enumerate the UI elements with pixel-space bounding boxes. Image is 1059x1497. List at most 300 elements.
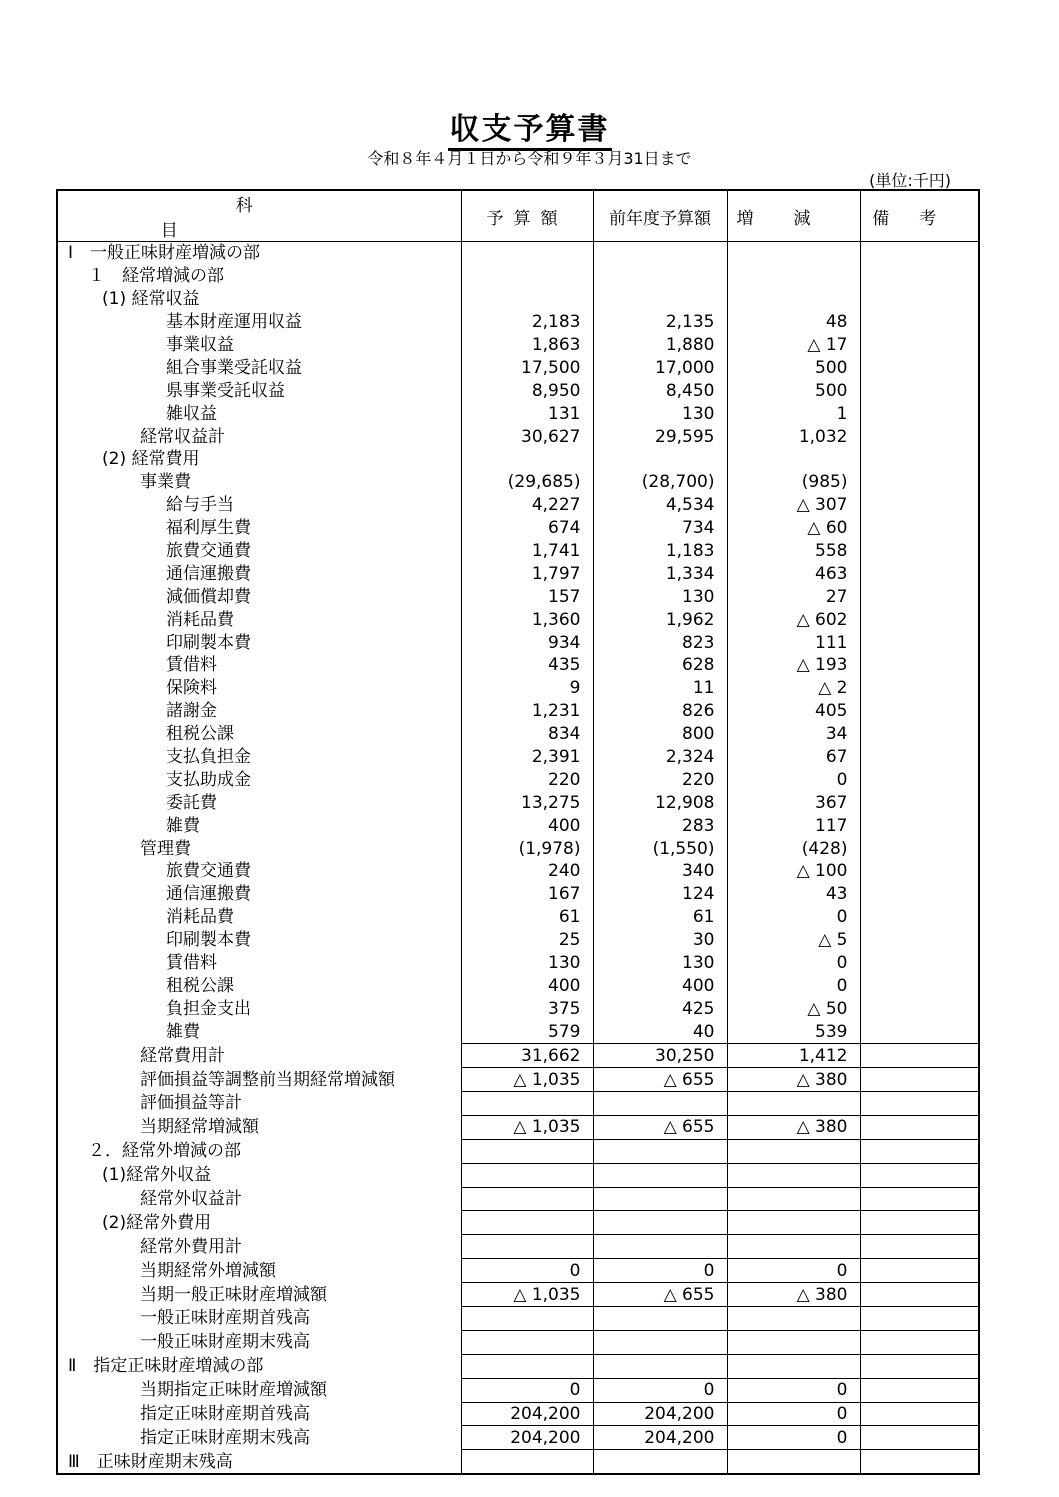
unit-label: (単位:千円) [869,171,951,190]
cell-prev-budget: 30,250 [593,1044,727,1068]
row-label: Ⅰ 一般正味財産増減の部 [68,243,261,264]
cell-change [727,242,860,265]
cell-change: 27 [727,585,860,608]
row-label: 組合事業受託収益 [166,357,302,378]
cell-change: 500 [727,356,860,379]
cell-budget [461,242,593,265]
cell-change: 0 [727,1378,860,1402]
cell-note [860,952,979,975]
table-row [57,1306,979,1330]
cell-change: 1,412 [727,1044,860,1068]
cell-budget: 61 [461,906,593,929]
document-title: 収支予算書 [0,104,1059,148]
row-label: 雑収益 [166,403,217,424]
cell-budget: △ 1,035 [461,1283,593,1307]
cell-prev-budget [593,1091,727,1115]
cell-change [727,1330,860,1354]
table-row [57,997,979,1020]
cell-prev-budget: 0 [593,1378,727,1402]
cell-prev-budget [593,1211,727,1235]
cell-prev-budget [593,1163,727,1187]
row-label: 賃借料 [166,655,217,676]
cell-prev-budget: 220 [593,768,727,791]
cell-budget: 31,662 [461,1044,593,1068]
row-label: 委託費 [166,792,217,813]
table-row [57,471,979,494]
cell-change: (428) [727,837,860,860]
cell-budget: (1,978) [461,837,593,860]
cell-prev-budget: 425 [593,997,727,1020]
cell-budget: 375 [461,997,593,1020]
cell-note [860,379,979,402]
fiscal-period: 令和８年４月１日から令和９年３月31日まで [367,149,692,168]
cell-budget: 579 [461,1020,593,1043]
row-label: 一般正味財産期末残高 [140,1332,310,1353]
row-label: 雑費 [166,815,200,836]
cell-change [727,1163,860,1187]
table-row [57,654,979,677]
row-label: (2) 経常費用 [102,449,200,470]
row-label: 事業収益 [166,335,234,355]
cell-prev-budget [593,1187,727,1211]
cell-prev-budget: △ 655 [593,1283,727,1307]
cell-budget [461,1354,593,1378]
cell-budget: 1,360 [461,608,593,631]
cell-prev-budget: 1,880 [593,334,727,357]
cell-note [860,1115,979,1139]
row-label: 消耗品費 [166,907,234,928]
cell-budget: 157 [461,585,593,608]
table-row [57,952,979,975]
cell-note [860,1211,979,1235]
cell-budget: 0 [461,1378,593,1402]
table-row [57,723,979,746]
cell-budget [461,1306,593,1330]
cell-change: 67 [727,746,860,769]
cell-change: △ 60 [727,517,860,540]
table-row [57,1211,979,1235]
cell-budget [461,265,593,288]
row-label: Ⅱ 指定正味財産増減の部 [68,1356,264,1377]
cell-budget: 435 [461,654,593,677]
table-row [57,379,979,402]
table-row [57,402,979,425]
cell-budget: 167 [461,883,593,906]
cell-note [860,517,979,540]
row-label: 旅費交通費 [166,861,251,882]
cell-budget: 30,627 [461,425,593,448]
cell-prev-budget: 30 [593,929,727,952]
cell-budget: △ 1,035 [461,1115,593,1139]
table-row [57,975,979,998]
cell-budget: 9 [461,677,593,700]
cell-note [860,1235,979,1259]
cell-note [860,311,979,334]
row-label: ２．経常外増減の部 [88,1141,241,1162]
cell-prev-budget [593,448,727,471]
table-row [57,700,979,723]
cell-note [860,425,979,448]
budget-table [56,189,980,1475]
cell-prev-budget: 17,000 [593,356,727,379]
cell-note [860,242,979,265]
cell-note [860,997,979,1020]
row-label: 諸謝金 [166,701,217,722]
cell-change: 500 [727,379,860,402]
cell-budget: 400 [461,814,593,837]
cell-budget: 1,741 [461,540,593,563]
cell-note [860,402,979,425]
table-row [57,1139,979,1163]
cell-note [860,1044,979,1068]
table-row [57,1020,979,1043]
cell-change: △ 17 [727,334,860,357]
table-row [57,1402,979,1426]
cell-budget: 2,391 [461,746,593,769]
header-row [57,190,979,242]
row-label: 評価損益等調整前当期経常増減額 [140,1069,395,1090]
row-label: 旅費交通費 [166,541,251,562]
cell-change [727,1354,860,1378]
cell-change [727,265,860,288]
cell-prev-budget: 2,135 [593,311,727,334]
cell-change [727,1306,860,1330]
row-label: 減価償却費 [166,586,251,607]
cell-change: 367 [727,791,860,814]
cell-budget [461,1330,593,1354]
table-row [57,608,979,631]
table-row [57,311,979,334]
table-row [57,1163,979,1187]
table-row [57,1259,979,1283]
cell-change: 463 [727,562,860,585]
cell-note [860,654,979,677]
cell-budget: 934 [461,631,593,654]
cell-change: 558 [727,540,860,563]
row-label: Ⅲ 正味財産期末残高 [68,1451,233,1472]
cell-prev-budget: 800 [593,723,727,746]
cell-budget: 17,500 [461,356,593,379]
table-row [57,929,979,952]
table-row [57,1283,979,1307]
table-row [57,540,979,563]
cell-prev-budget: 823 [593,631,727,654]
row-label: 経常費用計 [140,1045,225,1066]
cell-note [860,791,979,814]
cell-budget: 204,200 [461,1426,593,1450]
cell-prev-budget: 0 [593,1259,727,1283]
cell-change: 0 [727,1426,860,1450]
table-row [57,791,979,814]
cell-note [860,883,979,906]
cell-note [860,1330,979,1354]
cell-change: 405 [727,700,860,723]
cell-note [860,1354,979,1378]
cell-note [860,1306,979,1330]
cell-prev-budget: 340 [593,860,727,883]
table-row [57,356,979,379]
cell-change [727,1235,860,1259]
cell-change: △ 100 [727,860,860,883]
table-row [57,242,979,265]
cell-budget [461,1187,593,1211]
cell-note [860,1402,979,1426]
table-row [57,746,979,769]
cell-prev-budget: 734 [593,517,727,540]
cell-budget: 1,797 [461,562,593,585]
cell-prev-budget: 1,962 [593,608,727,631]
table-row [57,1068,979,1092]
cell-note [860,1187,979,1211]
table-row [57,448,979,471]
cell-prev-budget: 40 [593,1020,727,1043]
cell-prev-budget [593,1139,727,1163]
row-label: 一般正味財産期首残高 [140,1308,310,1329]
cell-change [727,448,860,471]
cell-change [727,1091,860,1115]
cell-budget: △ 1,035 [461,1068,593,1092]
table-row [57,1091,979,1115]
table-row [57,768,979,791]
table-row [57,837,979,860]
table-row [57,1044,979,1068]
header-budget: 予算額 [461,190,593,242]
cell-change: 111 [727,631,860,654]
table-row [57,265,979,288]
table-row [57,517,979,540]
cell-change: 0 [727,768,860,791]
row-label: １ 経常増減の部 [88,266,224,287]
cell-prev-budget: (28,700) [593,471,727,494]
cell-note [860,768,979,791]
cell-budget: 0 [461,1259,593,1283]
cell-note [860,540,979,563]
cell-note [860,746,979,769]
cell-note [860,562,979,585]
cell-note [860,1068,979,1092]
cell-prev-budget: 11 [593,677,727,700]
row-label: 負担金支出 [166,998,251,1019]
row-label: 評価損益等計 [140,1093,242,1114]
cell-prev-budget: 204,200 [593,1402,727,1426]
table-row [57,425,979,448]
cell-prev-budget: 130 [593,402,727,425]
cell-note [860,1283,979,1307]
cell-note [860,1020,979,1043]
cell-budget: 2,183 [461,311,593,334]
cell-note [860,494,979,517]
cell-note [860,1163,979,1187]
cell-note [860,860,979,883]
cell-budget: 130 [461,952,593,975]
cell-prev-budget: (1,550) [593,837,727,860]
cell-note [860,1426,979,1450]
cell-budget [461,448,593,471]
cell-budget [461,1163,593,1187]
cell-change: △ 50 [727,997,860,1020]
cell-budget: 8,950 [461,379,593,402]
cell-prev-budget: 29,595 [593,425,727,448]
cell-prev-budget: 628 [593,654,727,677]
cell-change [727,288,860,311]
table-row [57,677,979,700]
cell-budget: 1,863 [461,334,593,357]
cell-prev-budget: 4,534 [593,494,727,517]
row-label: 雑費 [166,1021,200,1042]
table-row [57,562,979,585]
cell-prev-budget: 61 [593,906,727,929]
table-row [57,814,979,837]
row-label: 経常外収益計 [140,1188,242,1209]
header-note: 備考 [860,190,979,242]
cell-note [860,448,979,471]
row-label: (2)経常外費用 [102,1212,212,1233]
cell-change: △ 2 [727,677,860,700]
row-label: 県事業受託収益 [166,380,285,401]
cell-change: 0 [727,952,860,975]
cell-budget: 240 [461,860,593,883]
cell-prev-budget: 130 [593,585,727,608]
cell-change: 1,032 [727,425,860,448]
cell-change: △ 380 [727,1115,860,1139]
cell-change: 0 [727,906,860,929]
table-row [57,883,979,906]
cell-prev-budget [593,1450,727,1474]
cell-prev-budget: 204,200 [593,1426,727,1450]
cell-budget: (29,685) [461,471,593,494]
cell-prev-budget [593,1235,727,1259]
cell-note [860,265,979,288]
table-row [57,585,979,608]
cell-budget [461,1450,593,1474]
cell-change: (985) [727,471,860,494]
cell-budget [461,1091,593,1115]
row-label: 当期一般正味財産増減額 [140,1284,327,1305]
cell-change: △ 5 [727,929,860,952]
cell-budget [461,1235,593,1259]
cell-prev-budget: 124 [593,883,727,906]
row-label: 管理費 [140,838,191,859]
cell-note [860,288,979,311]
cell-budget: 4,227 [461,494,593,517]
cell-budget: 131 [461,402,593,425]
cell-note [860,906,979,929]
cell-budget: 674 [461,517,593,540]
table-row [57,1187,979,1211]
row-label: 通信運搬費 [166,884,251,905]
cell-note [860,929,979,952]
cell-prev-budget [593,265,727,288]
table-row [57,334,979,357]
cell-note [860,700,979,723]
cell-change [727,1211,860,1235]
cell-budget: 220 [461,768,593,791]
cell-change: 0 [727,1259,860,1283]
table-row [57,1235,979,1259]
cell-prev-budget: 400 [593,975,727,998]
row-label: 当期経常増減額 [140,1117,259,1138]
row-label: 保険料 [166,678,217,699]
cell-change: 539 [727,1020,860,1043]
cell-note [860,631,979,654]
cell-prev-budget [593,1330,727,1354]
cell-budget [461,1211,593,1235]
table-row [57,1354,979,1378]
budget-rows [57,242,979,1475]
header-prev: 前年度予算額 [593,190,727,242]
row-label: 当期経常外増減額 [140,1260,276,1281]
table-row [57,860,979,883]
cell-change: △ 380 [727,1283,860,1307]
cell-note [860,723,979,746]
row-label: 事業費 [140,472,191,493]
cell-note [860,585,979,608]
cell-change: 34 [727,723,860,746]
cell-prev-budget: 1,334 [593,562,727,585]
cell-change: △ 307 [727,494,860,517]
cell-note [860,1139,979,1163]
cell-note [860,471,979,494]
cell-change [727,1187,860,1211]
row-label: 支払負担金 [166,747,251,768]
cell-change: 43 [727,883,860,906]
cell-change: △ 193 [727,654,860,677]
cell-prev-budget: 12,908 [593,791,727,814]
cell-note [860,334,979,357]
cell-change: 0 [727,1402,860,1426]
table-row [57,1450,979,1474]
cell-prev-budget: 1,183 [593,540,727,563]
cell-note [860,677,979,700]
cell-note [860,356,979,379]
header-diff: 増減 [727,190,860,242]
table-row [57,494,979,517]
table-row [57,1115,979,1139]
cell-prev-budget: 2,324 [593,746,727,769]
cell-note [860,1091,979,1115]
cell-note [860,608,979,631]
row-label: 印刷製本費 [166,930,251,951]
cell-note [860,1450,979,1474]
header-item: 科目 [57,190,461,242]
cell-note [860,1259,979,1283]
row-label: 租税公課 [166,975,234,996]
table-row [57,631,979,654]
cell-change: 1 [727,402,860,425]
cell-change: △ 602 [727,608,860,631]
cell-budget: 400 [461,975,593,998]
row-label: 指定正味財産期末残高 [140,1427,310,1448]
cell-prev-budget: 283 [593,814,727,837]
cell-prev-budget [593,242,727,265]
cell-note [860,1378,979,1402]
cell-budget: 204,200 [461,1402,593,1426]
cell-note [860,975,979,998]
row-label: 経常収益計 [140,426,225,447]
row-label: 指定正味財産期首残高 [140,1403,310,1424]
cell-budget: 1,231 [461,700,593,723]
cell-budget [461,1139,593,1163]
row-label: 印刷製本費 [166,632,251,653]
cell-prev-budget: △ 655 [593,1068,727,1092]
row-label: 租税公課 [166,724,234,745]
table-row [57,1426,979,1450]
cell-note [860,837,979,860]
cell-change [727,1139,860,1163]
row-label: (1)経常外収益 [102,1165,212,1186]
row-label: 通信運搬費 [166,563,251,584]
row-label: 経常外費用計 [140,1236,242,1257]
